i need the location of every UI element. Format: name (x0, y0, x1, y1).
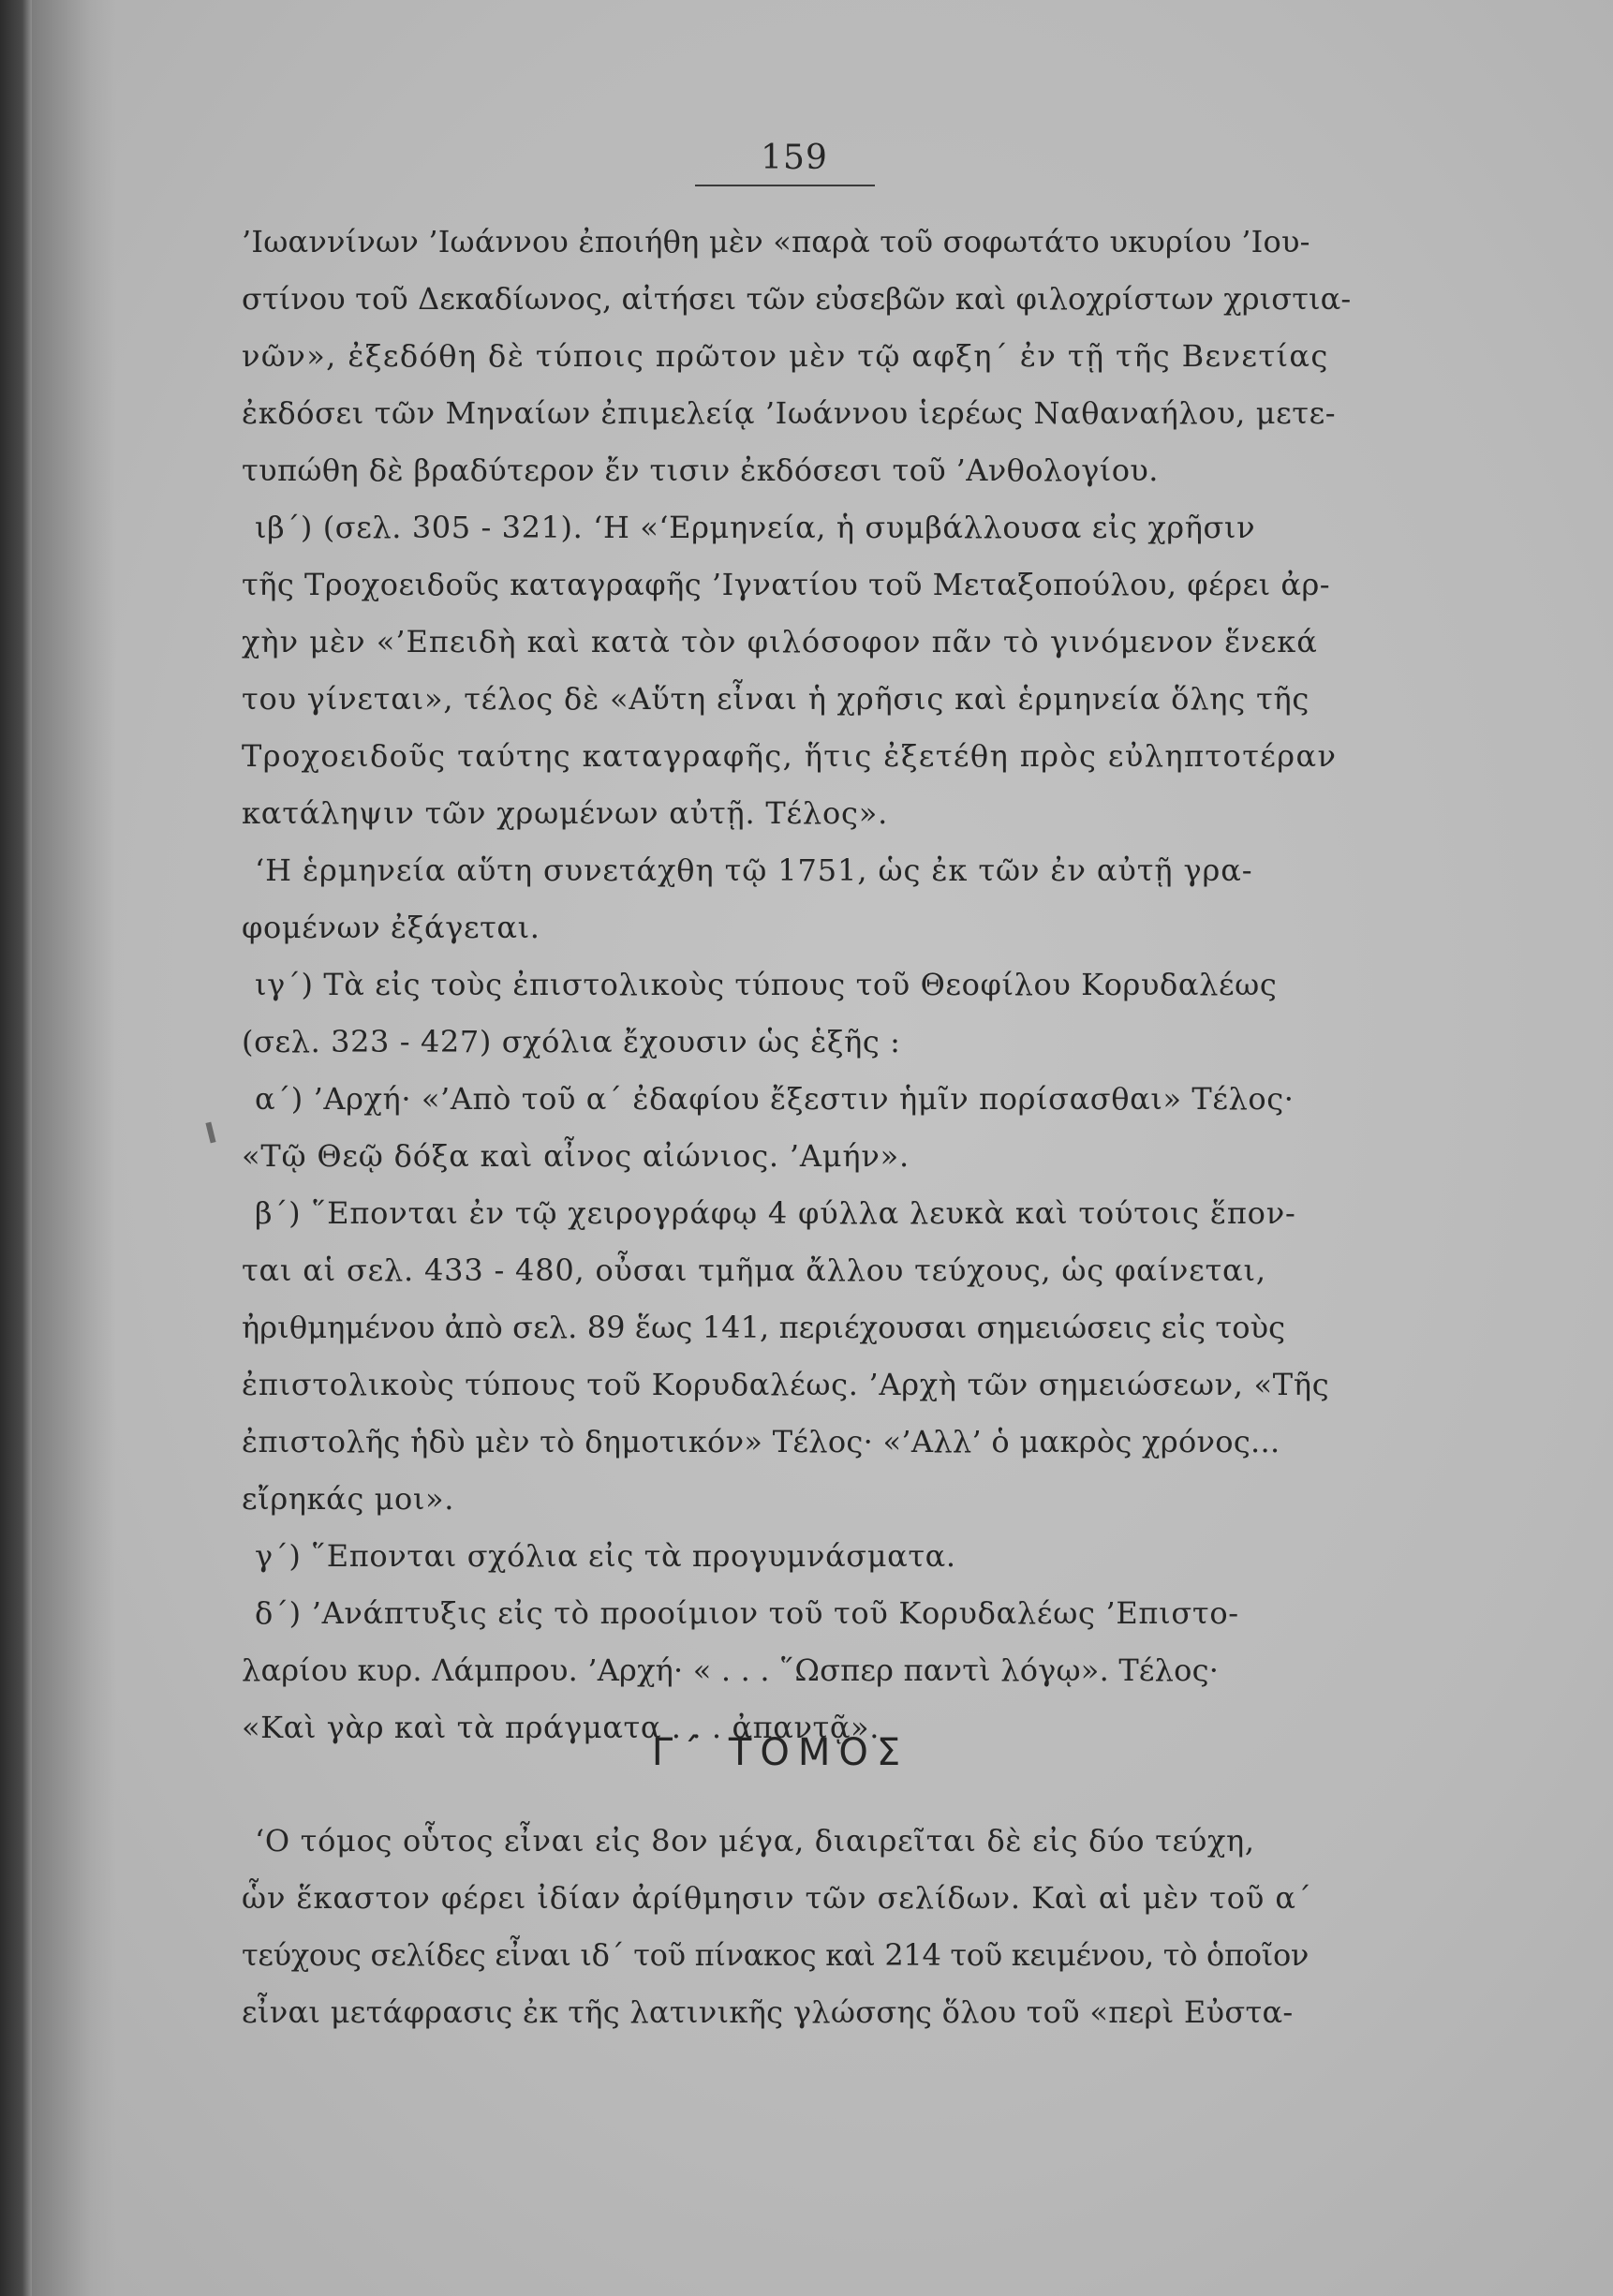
text-line: «Καὶ γὰρ καὶ τὰ πράγματα . . . ἀπαντᾷ». (242, 1710, 880, 1745)
text-line: φομένων ἐξάγεται. (242, 910, 540, 945)
text-line: γ΄) ῞Επονται σχόλια εἰς τὰ προγυμνάσματα. (255, 1538, 956, 1574)
text-line: «Τῷ Θεῷ δόξα καὶ αἶνος αἰώνιος. ’Αμήν». (242, 1138, 910, 1174)
binding-shadow (32, 0, 116, 2296)
text-block-1 (242, 214, 1352, 1756)
text-line: τυπώθη δὲ βραδύτερον ἔν τισιν ἐκδόσεσι τοῦ ’Ανθολογίου. (242, 452, 1159, 488)
section-heading: Γ΄ ΤΟΜΟΣ (651, 1731, 910, 1774)
text-block-2 (242, 1813, 1328, 2041)
text-line: εἴρηκάς μοι». (242, 1481, 454, 1517)
text-line: τῆς Τροχοειδοῦς καταγραφῆς ’Ιγνατίου τοῦ Μεταξοπούλου, φέρει ἀρ- (242, 567, 1331, 602)
page-number-rule (695, 185, 875, 186)
text-line: β΄) ῞Επονται ἐν τῷ χειρογράφῳ 4 φύλλα λευκὰ καὶ τούτοις ἕπον- (255, 1195, 1296, 1231)
text-line: νῶν», ἐξεδόθη δὲ τύποις πρῶτον μὲν τῷ αφξη΄ ἐν τῇ τῆς Βενετίας (242, 338, 1329, 374)
text-line: λαρίου κυρ. Λάμπρου. ’Αρχή· « . . . ῞Ωσπερ παντὶ λόγῳ». Τέλος· (242, 1652, 1220, 1688)
text-line: ὧν ἕκαστον φέρει ἰδίαν ἀρίθμησιν τῶν σελίδων. Καὶ αἱ μὲν τοῦ α΄ (242, 1880, 1312, 1916)
text-line: ἐπιστολῆς ἡδὺ μὲν τὸ δημοτικόν» Τέλος· «’Αλλ’ ὁ μακρὸς χρόνος... (242, 1424, 1280, 1459)
text-line: στίνου τοῦ Δεκαδίωνος, αἰτήσει τῶν εὐσεβῶν καὶ φιλοχρίστων χριστια- (242, 281, 1352, 317)
text-line: ιβ΄) (σελ. 305 - 321). ‘Η «‘Ερμηνεία, ἡ συμβάλλουσα εἰς χρῆσιν (255, 510, 1256, 545)
text-line: χὴν μὲν «’Επειδὴ καὶ κατὰ τὸν φιλόσοφον πᾶν τὸ γινόμενον ἕνεκά (242, 624, 1318, 659)
scan-edge (0, 0, 32, 2296)
text-line: ‘Η ἑρμηνεία αὕτη συνετάχθη τῷ 1751, ὡς ἐκ τῶν ἐν αὐτῇ γρα- (255, 852, 1253, 888)
text-line: ’Ιωαννίνων ’Ιωάννου ἐποιήθη μὲν «παρὰ τοῦ σοφωτάτο υκυρίου ’Ιου- (242, 224, 1310, 259)
text-line: (σελ. 323 - 427) σχόλια ἔχουσιν ὡς ἑξῆς : (242, 1024, 901, 1059)
text-line: ιγ΄) Τὰ εἰς τοὺς ἐπιστολικοὺς τύπους τοῦ Θεοφίλου Κορυδαλέως (255, 967, 1278, 1002)
text-line: ‘Ο τόμος οὗτος εἶναι εἰς 8ον μέγα, διαιρεῖται δὲ εἰς δύο τεύχη, (255, 1823, 1255, 1859)
text-line: εἶναι μετάφρασις ἐκ τῆς λατινικῆς γλώσσης ὅλου τοῦ «περὶ Εὐστα- (242, 1994, 1294, 2030)
text-line: κατάληψιν τῶν χρωμένων αὐτῇ. Τέλος». (242, 795, 889, 831)
text-line: τεύχους σελίδες εἶναι ιδ΄ τοῦ πίνακος καὶ 214 τοῦ κειμένου, τὸ ὁποῖον (242, 1937, 1310, 1973)
text-line: Τροχοειδοῦς ταύτης καταγραφῆς, ἥτις ἐξετέθη πρὸς εὐληπτοτέραν (242, 738, 1338, 774)
text-line: ἠριθμημένου ἀπὸ σελ. 89 ἕως 141, περιέχουσαι σημειώσεις εἰς τοὺς (242, 1310, 1286, 1345)
page-number: 159 (761, 139, 828, 177)
text-line: δ΄) ’Ανάπτυξις εἰς τὸ προοίμιον τοῦ τοῦ Κορυδαλέως ’Επιστο- (255, 1595, 1239, 1631)
text-line: ἐκδόσει τῶν Μηναίων ἐπιμελείᾳ ’Ιωάννου ἱερέως Ναθαναήλου, μετε- (242, 395, 1337, 431)
text-line: του γίνεται», τέλος δὲ «Αὕτη εἶναι ἡ χρῆσις καὶ ἑρμηνεία ὅλης τῆς (242, 681, 1310, 717)
text-line: α΄) ’Αρχή· «’Απὸ τοῦ α΄ ἐδαφίου ἔξεστιν ἡμῖν πορίσασθαι» Τέλος· (255, 1081, 1295, 1117)
text-line: ἐπιστολικοὺς τύπους τοῦ Κορυδαλέως. ’Αρχὴ τῶν σημειώσεων, «Τῆς (242, 1367, 1330, 1402)
text-line: ται αἱ σελ. 433 - 480, οὖσαι τμῆμα ἄλλου τεύχους, ὡς φαίνεται, (242, 1252, 1266, 1288)
